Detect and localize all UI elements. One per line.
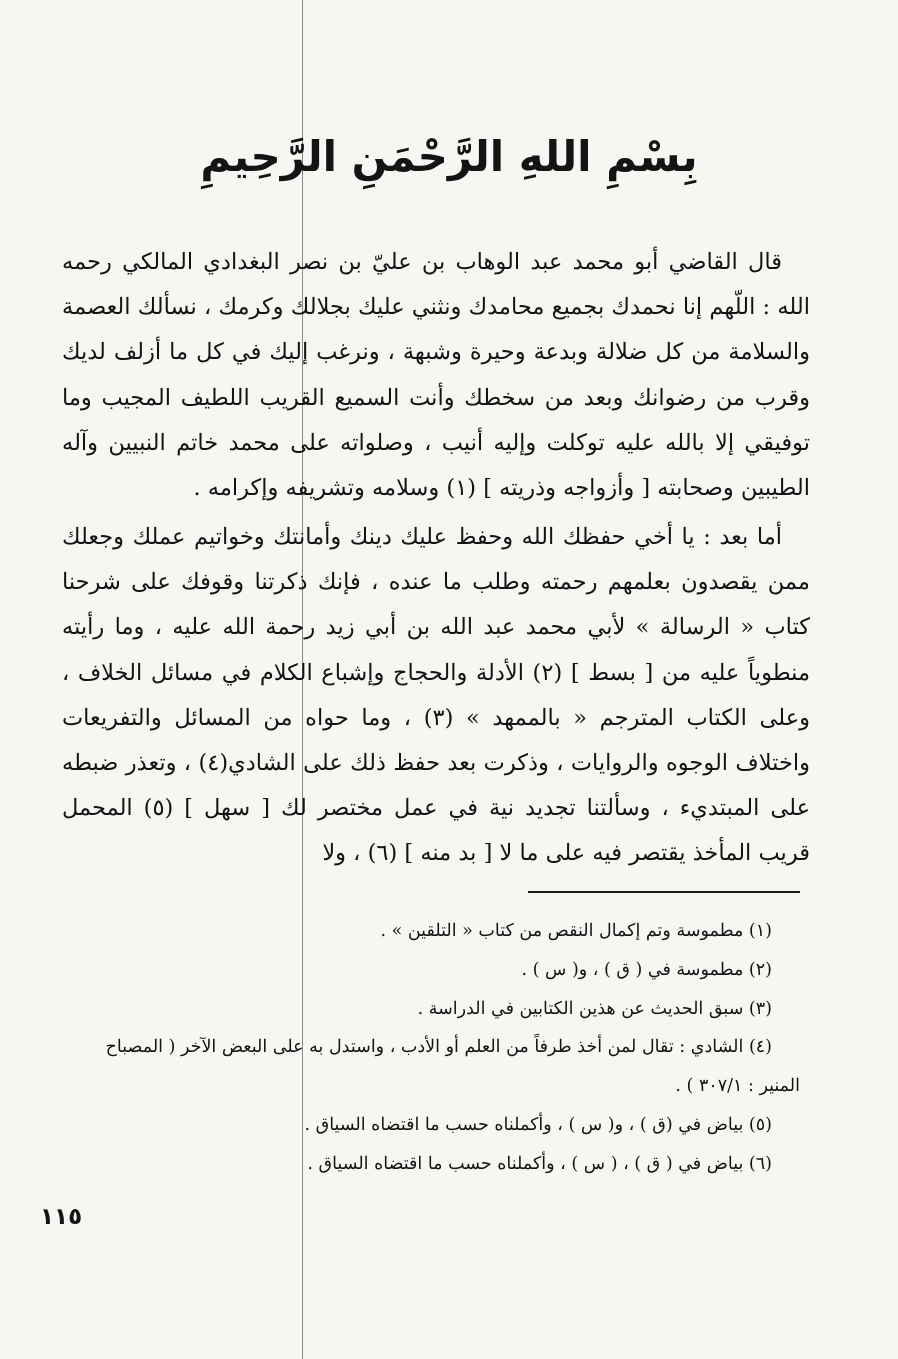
footnote-separator	[528, 891, 800, 893]
basmala-heading: بِسْمِ اللهِ الرَّحْمَنِ الرَّحِيمِ	[200, 132, 698, 181]
page-number: ١١٥	[40, 1204, 83, 1230]
footnote-3: (٣) سبق الحديث عن هذين الكتابين في الدراسة .	[417, 998, 772, 1019]
footnotes	[60, 912, 800, 1184]
footnote-6: (٦) بياض في ( ق ) ، ( س ) ، وأكملناه حسب ما اقتضاه السياق .	[307, 1153, 772, 1174]
paragraph-text: قال القاضي أبو محمد عبد الوهاب بن عليّ بن نصر البغدادي المالكي رحمه الله : اللّهم إنا نحمدك بجميع محامدك ونثني عليك بجلالك وكرمك ، نسألك العصمة والسلامة من كل ضلالة وبدعة وحيرة وشبهة ، ونرغب إليك في كل ما أزلف لديك وقرب من رضوانك وبعد من سخطك وأنت السميع القريب اللطيف المجيب وما توفيقي إلا بالله عليه توكلت وإليه أنيب ، وصلواته على محمد خاتم النبيين وآله الطيبين وصحابته [ وأزواجه وذريته ] (١) وسلامه وتشريفه وإكرامه .	[62, 249, 810, 502]
footnote-2: (٢) مطموسة في ( ق ) ، و( س ) .	[521, 959, 772, 980]
footnote-1: (١) مطموسة وتم إكمال النقص من كتاب « التلقين » .	[380, 921, 772, 941]
paragraph-opening	[62, 240, 810, 511]
footnote-5: (٥) بياض في (ق ) ، و( س ) ، وأكملناه حسب ما اقتضاه السياق .	[304, 1114, 772, 1135]
paragraph-amma-baad	[62, 515, 810, 877]
footnote-4: (٤) الشادي : تقال لمن أخذ طرفاً من العلم أو الأدب ، واستدل به على البعض الآخر ( المصباح المنير : ٣٠٧/١ ) .	[105, 1037, 800, 1097]
paragraph-text: أما بعد : يا أخي حفظك الله وحفظ عليك دينك وأمانتك وخواتيم عملك وجعلك ممن يقصدون بعلمهم رحمته وطلب ما عنده ، فإنك ذكرتنا وقوفك على شرحنا كتاب « الرسالة » لأبي محمد عبد الله بن أبي زيد رحمة الله عليه ، وما رأيته منطوياً عليه من [ بسط ] (٢) الأدلة والحجاج وإشباع الكلام في مسائل الخلاف ، وعلى الكتاب المترجم « بالممهد » (٣) ، وما حواه من المسائل والتفريعات واختلاف الوجوه والروايات ، وذكرت بعد حفظ ذلك على الشادي(٤) ، وتعذر ضبطه على المبتديء ، وسألتنا تجديد نية في عمل مختصر لك [ سهل ] (٥) المحمل قريب المأخذ يقتصر فيه على ما لا [ بد منه ] (٦) ، ولا	[62, 524, 810, 867]
